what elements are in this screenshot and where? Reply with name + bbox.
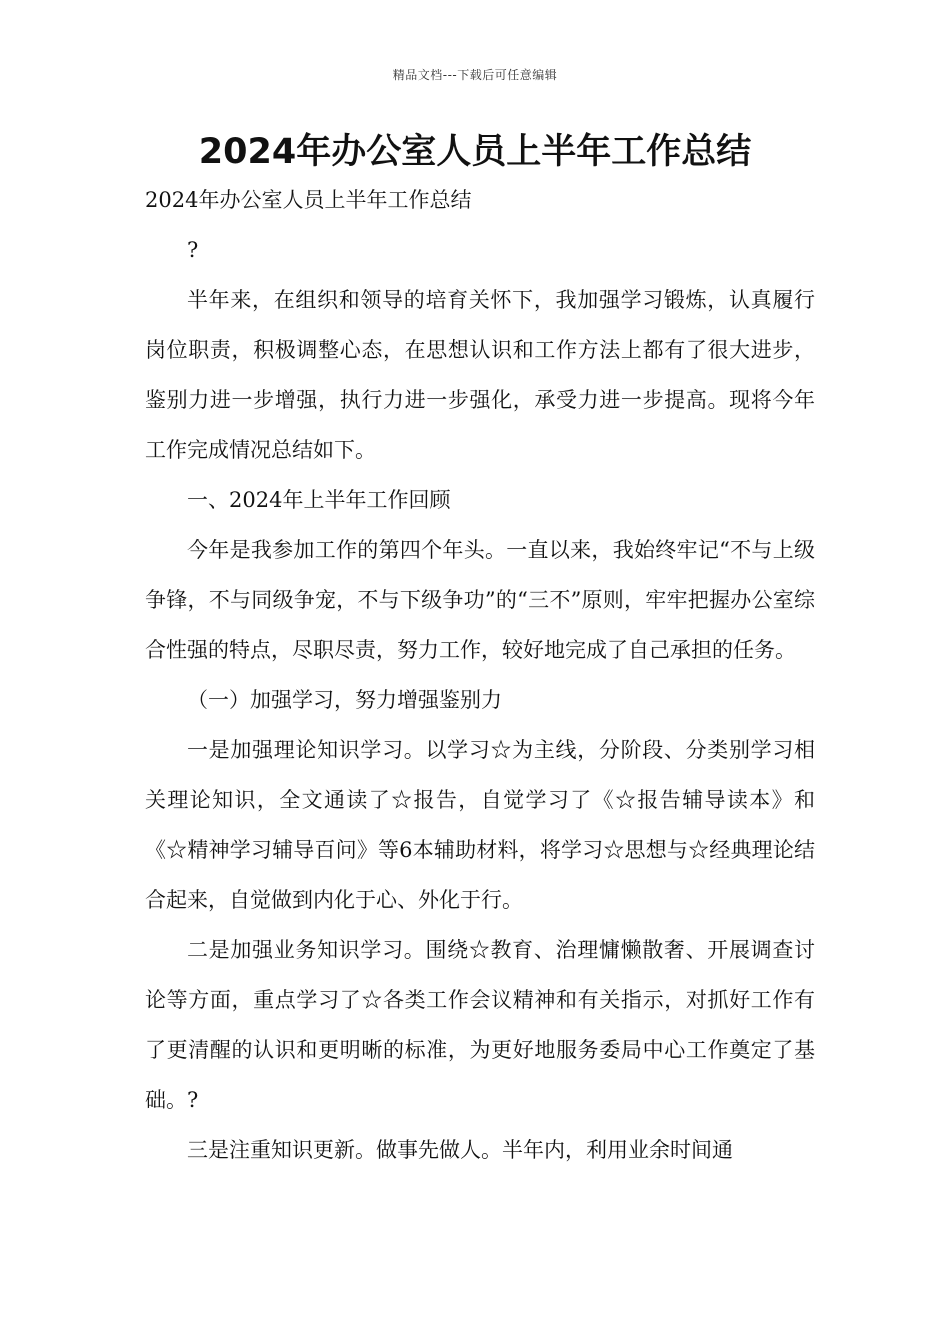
paragraph-review: 今年是我参加工作的第四个年头。一直以来，我始终牢记“不与上级争锋，不与同级争宠，不与下级争功”的“三不”原则，牢牢把握办公室综合性强的特点，尽职尽责，努力工作，较好地完成了自己承担的任务。	[145, 538, 815, 662]
question-mark-line: ?	[187, 238, 199, 262]
section-heading-1: 一、2024年上半年工作回顾	[187, 488, 451, 512]
paragraph-intro: 半年来，在组织和领导的培育关怀下，我加强学习锻炼，认真履行岗位职责，积极调整心态，在思想认识和工作方法上都有了很大进步，鉴别力进一步增强，执行力进一步强化，承受力进一步提高。现将今年工作完成情况总结如下。	[145, 288, 815, 462]
page-title: 2024年办公室人员上半年工作总结	[198, 132, 752, 172]
subtitle-line: 2024年办公室人员上半年工作总结	[145, 188, 472, 212]
header-note: 精品文档---下载后可任意编辑	[392, 68, 558, 82]
paragraph-business-study: 二是加强业务知识学习。围绕☆教育、治理慵懒散奢、开展调查讨论等方面，重点学习了☆各类工作会议精神和有关指示，对抓好工作有了更清醒的认识和更明晰的标准，为更好地服务委局中心工作奠定了基础。?	[145, 938, 815, 1112]
paragraph-knowledge-update: 三是注重知识更新。做事先做人。半年内，利用业余时间通	[187, 1138, 733, 1162]
subsection-heading-1: （一）加强学习，努力增强鉴别力	[187, 688, 502, 712]
paragraph-theory-study: 一是加强理论知识学习。以学习☆为主线，分阶段、分类别学习相关理论知识，全文通读了☆报告，自觉学习了《☆报告辅导读本》和《☆精神学习辅导百问》等6本辅助材料，将学习☆思想与☆经典理论结合起来，自觉做到内化于心、外化于行。	[145, 738, 815, 912]
document-body	[145, 175, 815, 1175]
